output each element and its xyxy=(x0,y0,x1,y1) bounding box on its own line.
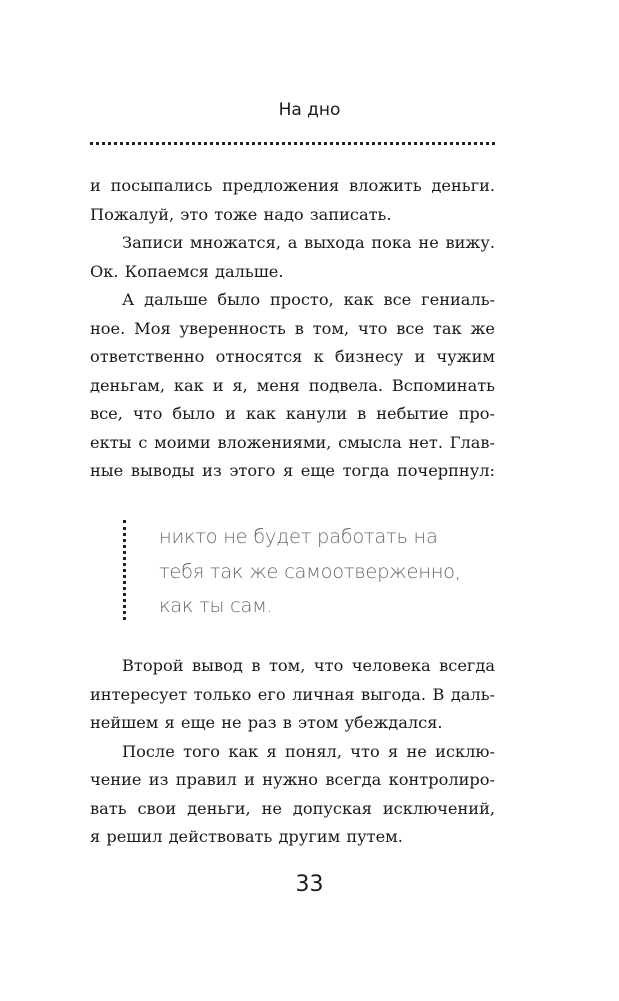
body-text-top xyxy=(90,172,495,486)
quote-line: как ты сам. xyxy=(159,594,273,617)
text-line: ответственно относятся к бизнесу и чужим xyxy=(90,347,495,366)
quote-line: тебя так же самоотверженно, xyxy=(159,559,461,583)
text-line: нейшем я еще не раз в этом убеждался. xyxy=(90,713,443,732)
body-text-bottom xyxy=(90,652,495,852)
text-line: деньгам, как и я, меня подвела. Вспоминать xyxy=(90,375,495,395)
quote-line: никто не будет работать на xyxy=(159,525,438,548)
page-number: 33 xyxy=(295,872,324,897)
text-line: ное. Моя уверенность в том, что все так же xyxy=(90,318,495,338)
text-line: екты с моими вложениями, смысла нет. Глав- xyxy=(90,432,495,452)
pull-quote xyxy=(159,520,461,624)
quote-dotted-bar xyxy=(123,520,126,620)
text-line: и посыпались предложения вложить деньги. xyxy=(90,176,495,195)
text-line: Ок. Копаемся дальше. xyxy=(90,261,284,281)
text-line: Записи множатся, а выхода пока не вижу. xyxy=(122,233,495,252)
header-dotted-rule xyxy=(90,142,495,145)
text-line: чение из правил и нужно всегда контролиро- xyxy=(90,770,495,789)
text-line: А дальше было просто, как все гениаль- xyxy=(122,290,495,309)
text-line: интересует только его личная выгода. В даль- xyxy=(90,684,495,704)
text-line: Пожалуй, это тоже надо записать. xyxy=(90,204,392,224)
text-line: После того как я понял, что я не исклю- xyxy=(122,741,495,761)
text-line: я решил действовать другим путем. xyxy=(90,827,403,846)
text-line: ные выводы из этого я еще тогда почерпнул: xyxy=(90,461,495,480)
text-line: Второй вывод в том, что человека всегда xyxy=(122,656,495,675)
running-head: На дно xyxy=(278,100,341,120)
text-line: все, что было и как канули в небытие про- xyxy=(90,404,495,423)
text-line: вать свои деньги, не допуская исключений, xyxy=(90,798,495,818)
